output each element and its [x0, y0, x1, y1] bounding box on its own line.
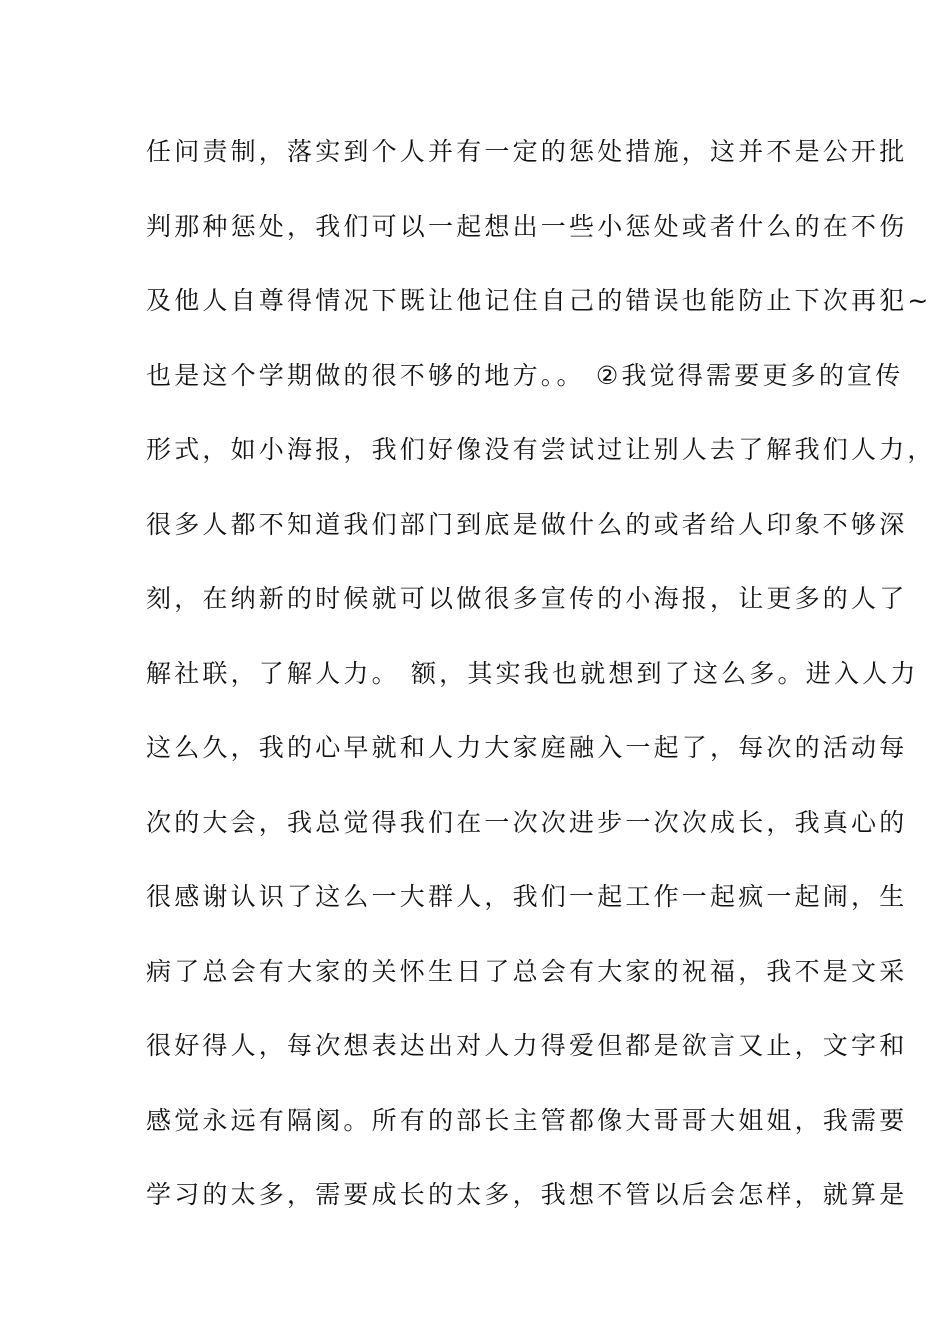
text-line-2: 判那种惩处，我们可以一起想出一些小惩处或者什么的在不伤 — [146, 211, 908, 241]
text-line-8: 解社联，了解人力。 额，其实我也就想到了这么多。进入人力 — [146, 658, 919, 688]
text-line-13: 很好得人，每次想表达出对人力得爱但都是欲言又止，文字和 — [146, 1031, 908, 1060]
text-line-14: 感觉永远有隔阂。所有的部长主管都像大哥哥大姐姐，我需要 — [146, 1105, 908, 1135]
text-line-6: 很多人都不知道我们部门到底是做什么的或者给人印象不够深 — [146, 509, 908, 539]
text-line-3: 及他人自尊得情况下既让他记住自己的错误也能防止下次再犯~ — [146, 286, 932, 315]
text-line-4: 也是这个学期做的很不够的地方。。 ②我觉得需要更多的宣传 — [146, 360, 904, 390]
text-line-7: 刻，在纳新的时候就可以做很多宣传的小海报，让更多的人了 — [146, 584, 908, 613]
text-line-12: 病了总会有大家的关怀生日了总会有大家的祝福，我不是文采 — [146, 956, 908, 986]
text-line-11: 很感谢认识了这么一大群人，我们一起工作一起疯一起闹，生 — [146, 882, 908, 911]
text-line-1: 任问责制，落实到个人并有一定的惩处措施，这并不是公开批 — [146, 137, 908, 166]
text-line-9: 这么久，我的心早就和人力大家庭融入一起了，每次的活动每 — [146, 733, 908, 762]
text-line-15: 学习的太多，需要成长的太多，我想不管以后会怎样，就算是 — [146, 1180, 908, 1209]
text-line-5: 形式，如小海报，我们好像没有尝试过让别人去了解我们人力， — [146, 435, 936, 464]
text-line-10: 次的大会，我总觉得我们在一次次进步一次次成长，我真心的 — [146, 807, 908, 837]
body-text — [146, 130, 936, 1248]
